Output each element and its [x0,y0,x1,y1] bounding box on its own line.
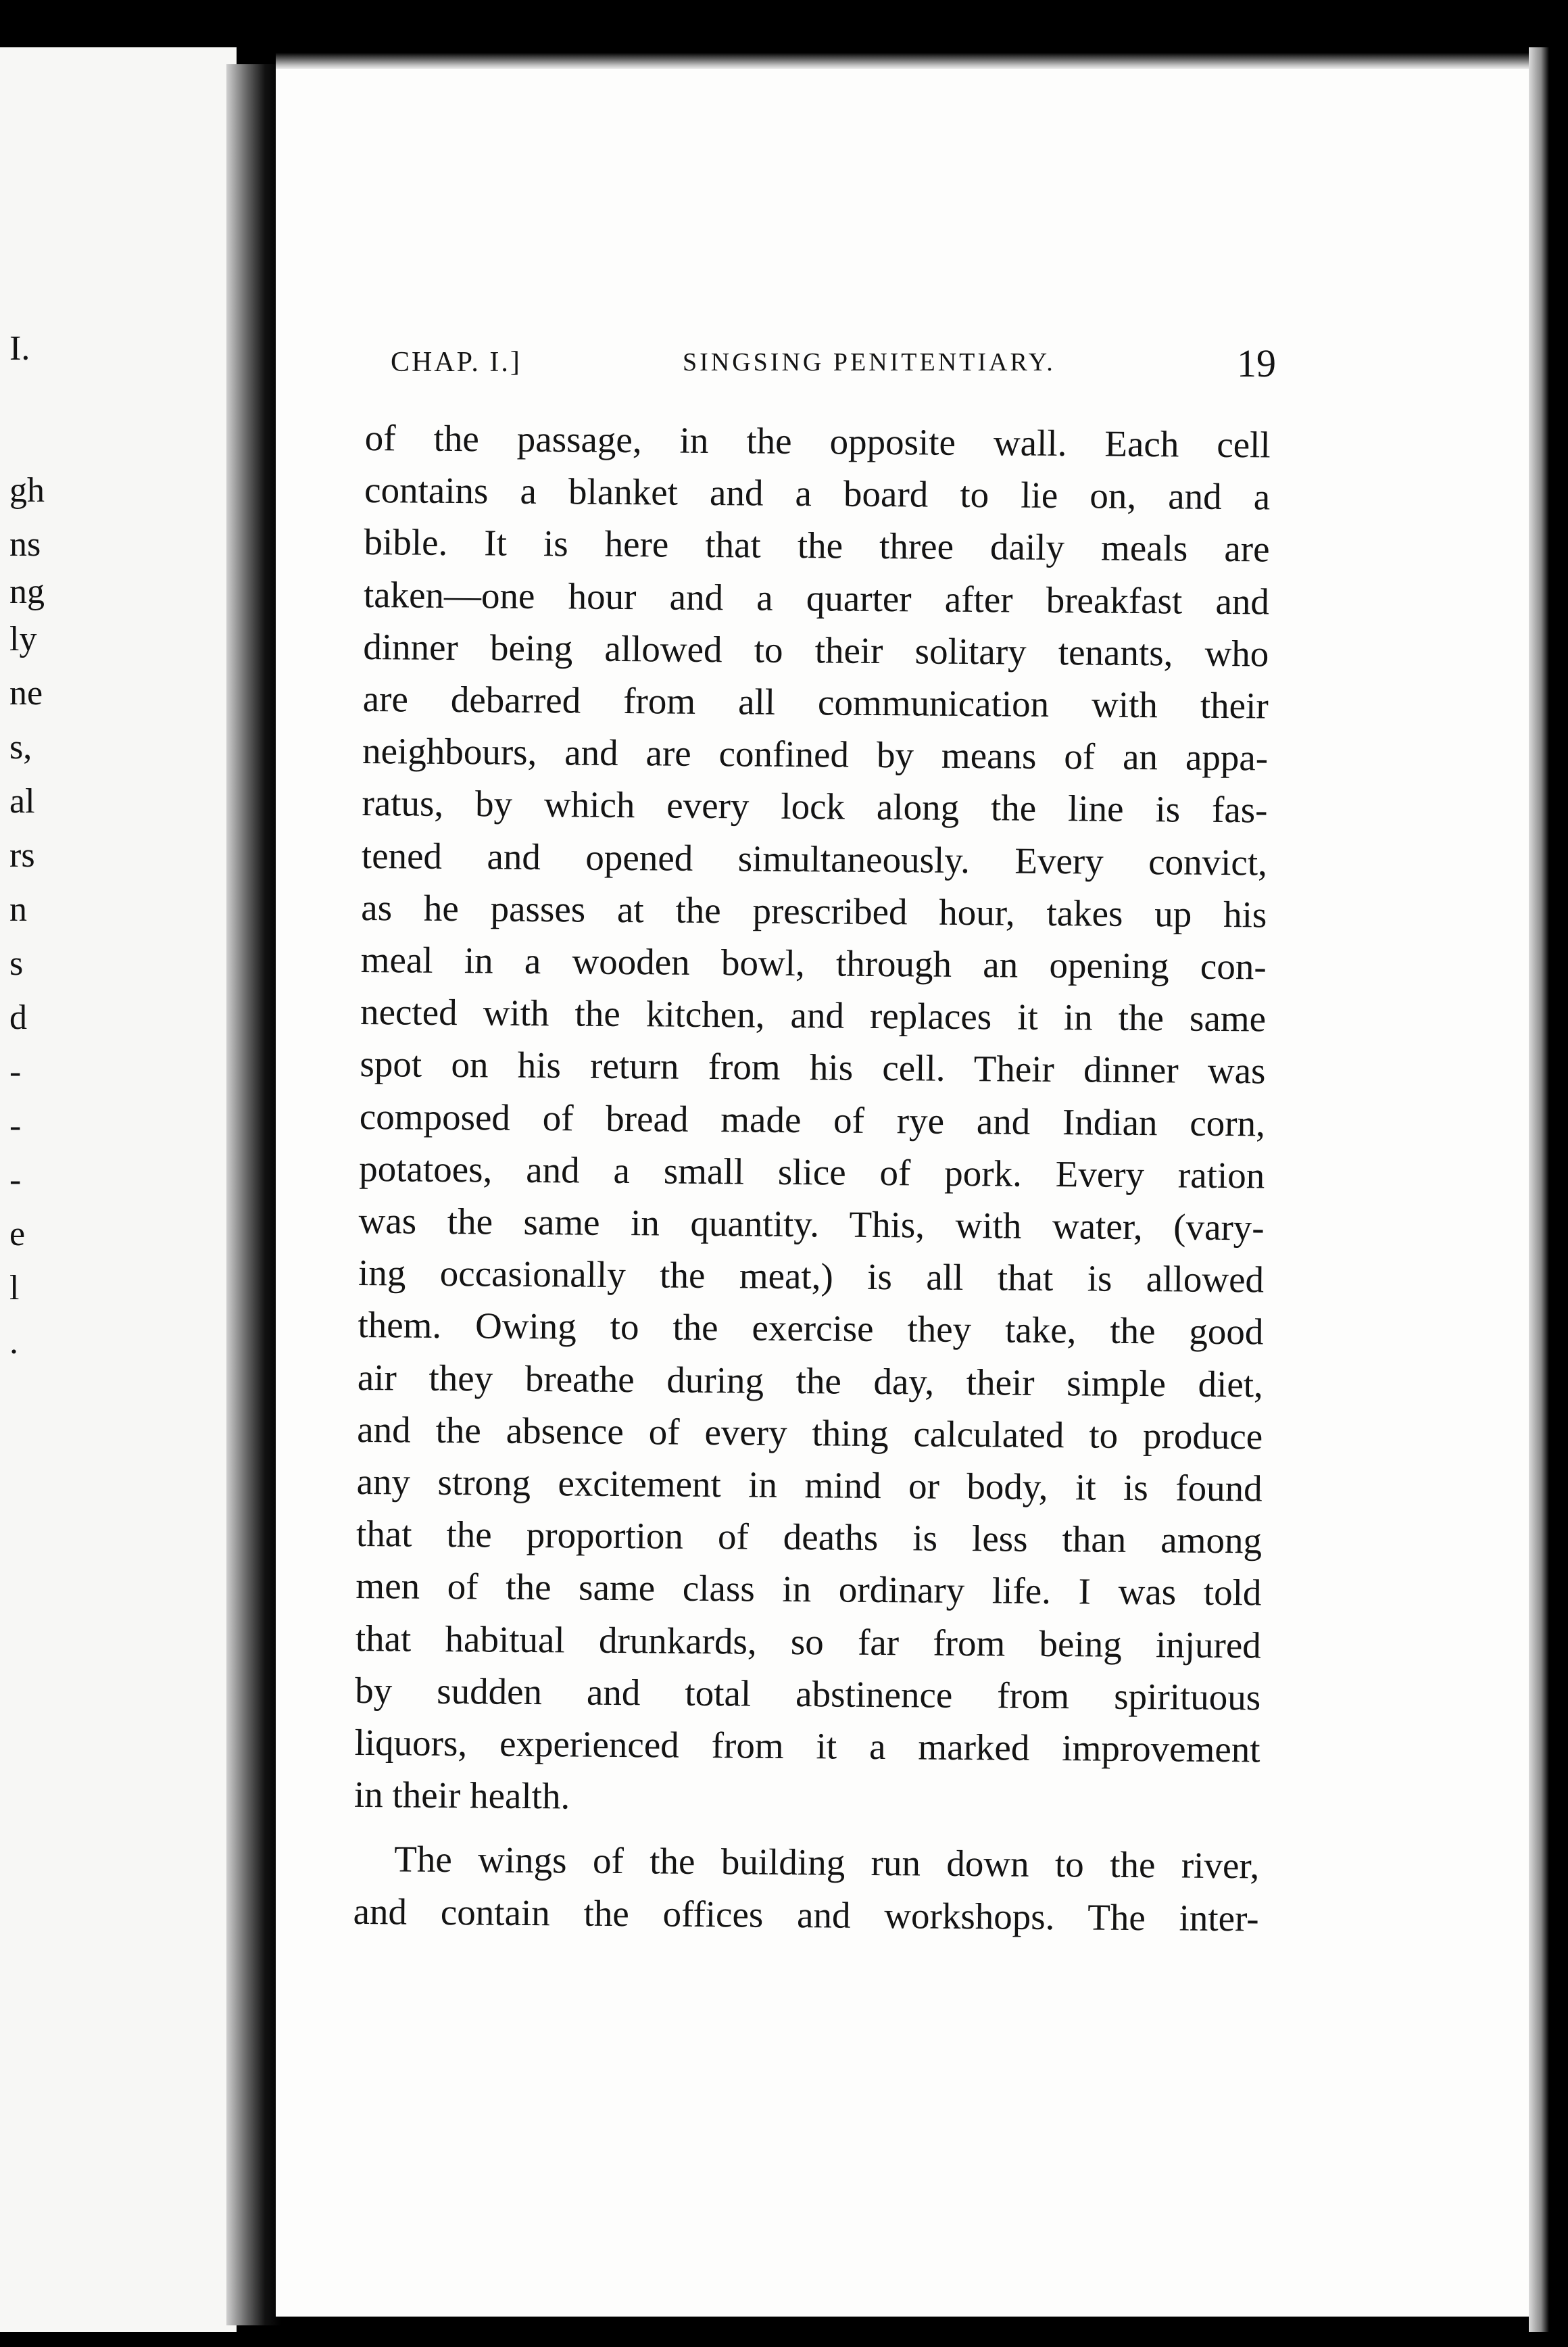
text-line: bible. It is here that the three daily meals are [364,521,1270,570]
left-page-fragment: ng [9,573,45,611]
text-line: that the proportion of deaths is less than among [356,1513,1263,1562]
text-line: air they breathe during the day, their simple diet, [357,1356,1264,1405]
left-page-fragment: al [9,782,35,821]
text-line: taken—one hour and a quarter after breakfast and [363,573,1270,623]
left-page-fragment: I. [9,329,30,368]
text-line: them. Owing to the exercise they take, the good [358,1304,1264,1353]
text-line: nected with the kitchen, and replaces it in the same [360,991,1267,1040]
left-page-fragment: gh [9,471,45,510]
page-right-edge [1529,47,1549,2332]
left-page-fragment: - [9,1107,22,1145]
text-line: meal in a wooden bowl, through an opening con- [360,938,1267,988]
left-page-fragment: n [9,890,27,929]
text-line: and contain the offices and workshops. The inter- [353,1890,1259,1939]
chapter-reference: CHAP. I.] [391,347,522,378]
text-line: was the same in quantity. This, with water, (vary- [358,1199,1265,1249]
text-line: liquors, experienced from it a marked improvement [354,1721,1260,1770]
book-gutter-shadow [226,64,282,2325]
text-line: The wings of the building run down to the river, [394,1838,1260,1887]
text-line: contains a blanket and a board to lie on, and a [364,469,1271,518]
text-line: in their health. [353,1774,570,1817]
text-line: of the passage, in the opposite wall. Each cell [364,417,1271,466]
text-line: any strong excitement in mind or body, it is found [356,1460,1263,1509]
left-page-fragment: ne [9,674,43,712]
text-line: composed of bread made of rye and Indian corn, [359,1095,1266,1144]
left-page-fragment: - [9,1161,22,1199]
text-line: as he passes at the prescribed hour, takes up his [361,886,1267,936]
left-page-fragment: d [9,998,27,1037]
left-page-fragment: l [9,1269,20,1307]
left-page-fragment: ly [9,620,37,658]
left-page-fragment: e [9,1215,26,1253]
page-number: 19 [1237,341,1276,385]
text-line: ratus, by which every lock along the line is fas- [362,782,1268,831]
page-top-edge [276,53,1540,70]
text-line: neighbours, and are confined by means of an appa- [362,730,1269,779]
text-line: tened and opened simultaneously. Every convict, [361,834,1268,884]
text-line: are debarred from all communication with their [362,677,1269,727]
left-page-fragment: rs [9,836,35,875]
running-head [391,341,1276,400]
left-facing-page [0,47,237,2332]
text-line: that habitual drunkards, so far from being injured [355,1617,1262,1666]
left-page-fragment: s [9,944,24,983]
left-page-fragment: ns [9,525,41,564]
text-line: spot on his return from his cell. Their dinner was [360,1043,1266,1092]
text-line: and the absence of every thing calculated to produce [357,1408,1263,1457]
text-line: by sudden and total abstinence from spirituous [354,1669,1261,1718]
left-page-fragment: s, [9,728,32,767]
running-title: SINGSING PENITENTIARY. [683,348,1056,377]
text-line: potatoes, and a small slice of pork. Every ration [359,1147,1265,1196]
text-line: dinner being allowed to their solitary tenants, who [363,625,1269,675]
text-line: men of the same class in ordinary life. I was told [356,1565,1262,1614]
left-page-fragment: - [9,1052,22,1091]
left-page-fragment: . [9,1323,18,1361]
text-line: ing occasionally the meat,) is all that is allowed [358,1252,1265,1301]
